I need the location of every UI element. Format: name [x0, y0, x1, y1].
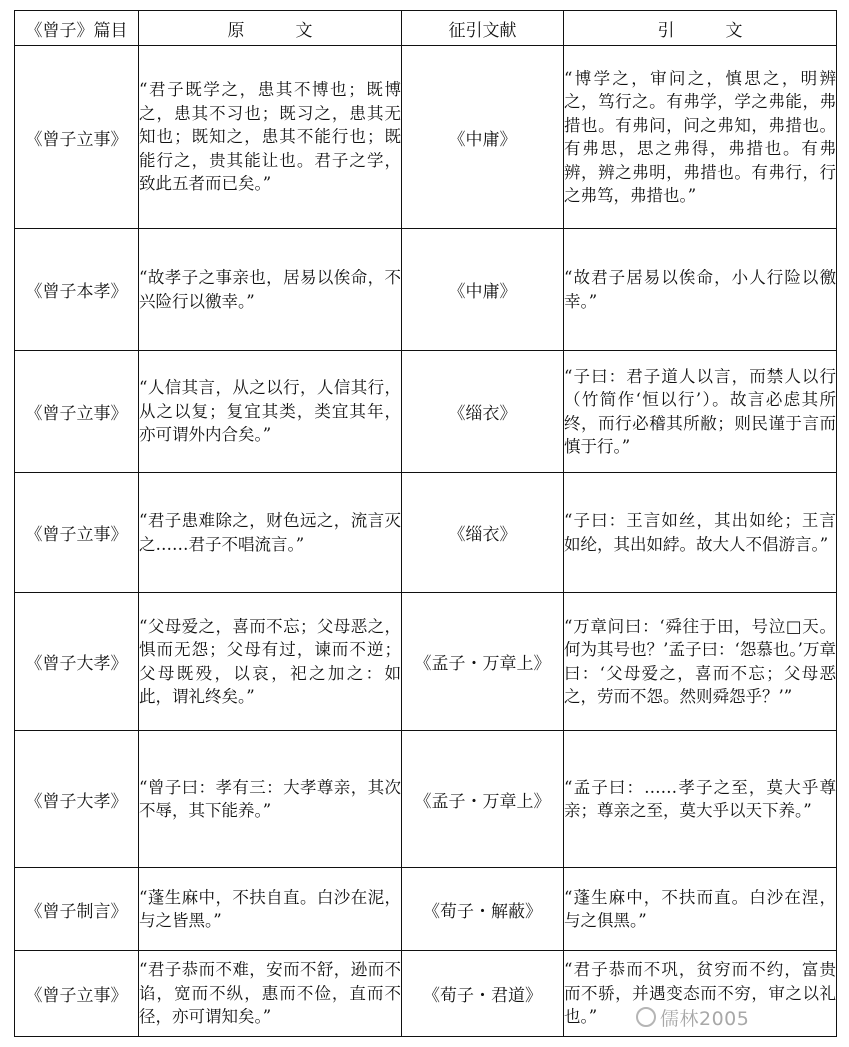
header-cited-source: 征引文献 [402, 11, 564, 46]
chapter-cell: 《曾子立事》 [15, 46, 139, 229]
quoted-text-cell: “君子恭而不巩，贫穷而不约，富贵而不骄，并遇变态而不穷，审之以礼也。” [564, 951, 837, 1037]
table-row [15, 46, 837, 229]
source-cell: 《孟子・万章上》 [402, 731, 564, 868]
chapter-cell: 《曾子大孝》 [15, 593, 139, 731]
source-cell: 《中庸》 [402, 46, 564, 229]
watermark-text: 儒林2005 [660, 1008, 750, 1030]
original-text-cell: “君子患难除之，财色远之，流言灭之……君子不唱流言。” [139, 473, 402, 593]
header-chapter: 《曾子》篇目 [15, 11, 139, 46]
source-cell: 《缁衣》 [402, 351, 564, 473]
watermark [636, 1004, 749, 1031]
quoted-text-cell: “蓬生麻中，不扶而直。白沙在涅，与之俱黑。” [564, 868, 837, 951]
source-cell: 《缁衣》 [402, 473, 564, 593]
original-text-cell: “君子既学之，患其不博也；既博之，患其不习也；既习之，患其无知也；既知之，患其不能行也；既能行之，贵其能让也。君子之学，致此五者而已矣。” [139, 46, 402, 229]
original-text-cell: “故孝子之事亲也，居易以俟命，不兴险行以徼幸。” [139, 229, 402, 351]
chapter-cell: 《曾子制言》 [15, 868, 139, 951]
source-cell: 《荀子・解蔽》 [402, 868, 564, 951]
quoted-text-cell: “万章问曰：‘舜往于田，号泣□天。何为其号也？’孟子曰：‘怨慕也。’万章曰：‘父母爱之，喜而不忘；父母恶之，劳而不怨。然则舜怨乎？’” [564, 593, 837, 731]
source-cell: 《荀子・君道》 [402, 951, 564, 1037]
quoted-text-cell: “博学之，审问之，慎思之，明辨之，笃行之。有弗学，学之弗能，弗措也。有弗问，问之弗知，弗措也。有弗思，思之弗得，弗措也。有弗辨，辨之弗明，弗措也。有弗行，行之弗笃，弗措也。” [564, 46, 837, 229]
original-text-cell: “君子恭而不难，安而不舒，逊而不谄，宽而不纵，惠而不俭，直而不径，亦可谓知矣。” [139, 951, 402, 1037]
quoted-text-cell: “孟子曰：……孝子之至，莫大乎尊亲；尊亲之至，莫大乎以天下养。” [564, 731, 837, 868]
chapter-cell: 《曾子本孝》 [15, 229, 139, 351]
quoted-text-cell: “故君子居易以俟命，小人行险以徼幸。” [564, 229, 837, 351]
table-row [15, 593, 837, 731]
wechat-logo-icon [636, 1007, 656, 1027]
table-row [15, 229, 837, 351]
source-cell: 《中庸》 [402, 229, 564, 351]
header-row [15, 11, 837, 46]
original-text-cell: “曾子曰：孝有三：大孝尊亲，其次不辱，其下能养。” [139, 731, 402, 868]
header-quoted-text: 引 文 [564, 11, 837, 46]
table-row [15, 868, 837, 951]
quoted-text-cell: “子曰：君子道人以言，而禁人以行（竹简作‘恒以行’）。故言必虑其所终，而行必稽其所敝；则民谨于言而慎于行。” [564, 351, 837, 473]
citation-comparison-table [14, 10, 837, 1037]
chapter-cell: 《曾子立事》 [15, 351, 139, 473]
original-text-cell: “人信其言，从之以行，人信其行，从之以复；复宜其类，类宜其年，亦可谓外内合矣。” [139, 351, 402, 473]
table-row [15, 473, 837, 593]
source-cell: 《孟子・万章上》 [402, 593, 564, 731]
table-row [15, 731, 837, 868]
original-text-cell: “父母爱之，喜而不忘；父母恶之，惧而无怨；父母有过，谏而不逆；父母既殁，以哀，祀之加之：如此，谓礼终矣。” [139, 593, 402, 731]
quoted-text-cell: “子曰：王言如丝，其出如纶；王言如纶，其出如綍。故大人不倡游言。” [564, 473, 837, 593]
header-original-text: 原 文 [139, 11, 402, 46]
original-text-cell: “蓬生麻中，不扶自直。白沙在泥，与之皆黑。” [139, 868, 402, 951]
chapter-cell: 《曾子立事》 [15, 951, 139, 1037]
chapter-cell: 《曾子大孝》 [15, 731, 139, 868]
table-row [15, 351, 837, 473]
chapter-cell: 《曾子立事》 [15, 473, 139, 593]
